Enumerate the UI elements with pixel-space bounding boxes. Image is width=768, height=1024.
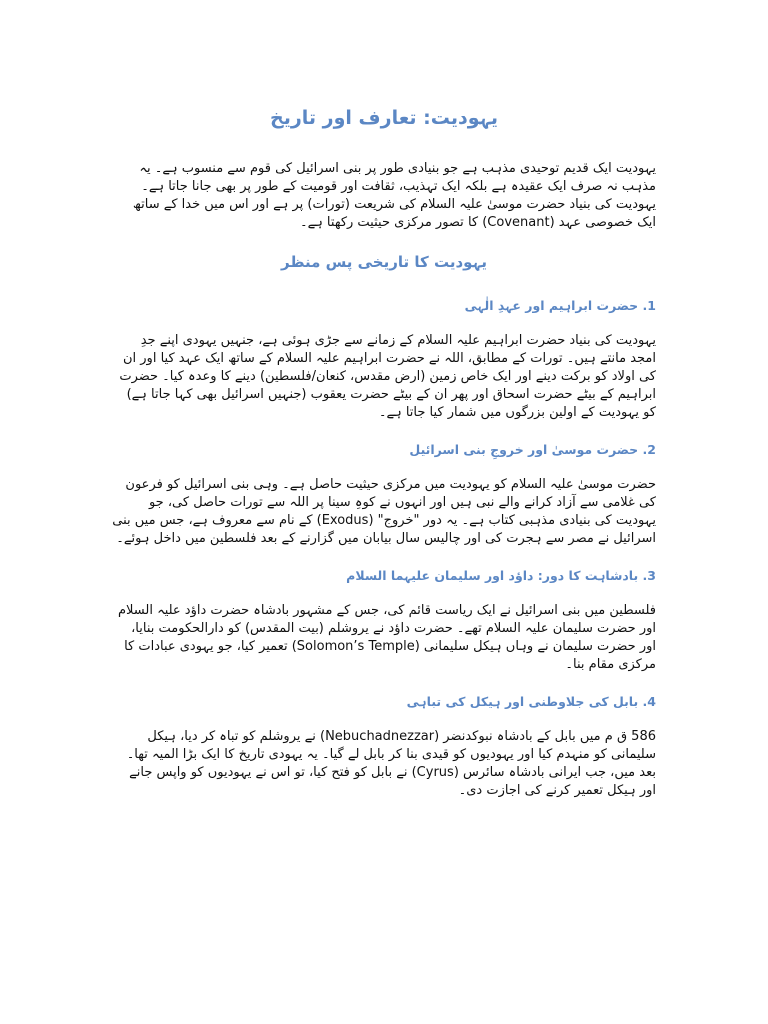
- section-heading: 2. حضرت موسیٰ اور خروجِ بنی اسرائیل: [409, 442, 656, 457]
- section-heading: 1. حضرت ابراہیم اور عہدِ الٰہی: [464, 298, 656, 313]
- section-abraham: [112, 296, 656, 422]
- section-paragraph: حضرت موسیٰ علیہ السلام کو یہودیت میں مرکزی حیثیت حاصل ہے۔ وہی بنی اسرائیل کو فرعون کی غلامی سے آزاد کرانے والے نبی ہیں اور انہوں نے کوہِ سینا پر اللہ سے تورات حاصل کی، جو یہودیت کی بنیادی مذہبی کتاب ہے۔ یہ دور "خروج" (Exodus) کے نام سے معروف ہے، جس میں بنی اسرائیل نے مصر سے ہجرت کی اور چالیس سال بیابان میں گزارنے کے بعد فلسطین میں داخل ہوئے۔: [112, 477, 656, 546]
- section-subtitle: یہودیت کا تاریخی پس منظر: [281, 253, 487, 271]
- document-title: یہودیت: تعارف اور تاریخ: [270, 107, 498, 129]
- section-paragraph: فلسطین میں بنی اسرائیل نے ایک ریاست قائم کی، جس کے مشہور بادشاہ حضرت داؤد علیہ السلام اور حضرت سلیمان علیہ السلام تھے۔ حضرت داؤد نے یروشلم (بیت المقدس) کو دارالحکومت بنایا، اور حضرت سلیمان نے وہاں ہیکل سلیمانی (Solomon’s Temple) تعمیر کیا، جو یہودی عبادات کا مرکزی مقام بنا۔: [117, 603, 656, 672]
- section-moses: [112, 440, 656, 548]
- document-page: [112, 102, 656, 818]
- section-babylon: [112, 692, 656, 800]
- section-heading: 3. بادشاہت کا دور: داؤد اور سلیمان علیہما السلام: [346, 568, 656, 583]
- intro-paragraph: یہودیت ایک قدیم توحیدی مذہب ہے جو بنیادی طور پر بنی اسرائیل کی قوم سے منسوب ہے۔ یہ مذہب نہ صرف ایک عقیدہ ہے بلکہ ایک تہذیب، ثقافت اور قومیت کے طور پر بھی جانا جاتا ہے۔ یہودیت کی بنیاد حضرت موسیٰ علیہ السلام کی شریعت (تورات) پر ہے اور اس میں خدا کے ساتھ ایک خصوصی عہد (Covenant) کا تصور مرکزی حیثیت رکھتا ہے۔: [132, 161, 656, 230]
- section-paragraph: یہودیت کی بنیاد حضرت ابراہیم علیہ السلام کے زمانے سے جڑی ہوئی ہے، جنہیں یہودی اپنے جدِ امجد مانتے ہیں۔ تورات کے مطابق، اللہ نے حضرت ابراہیم علیہ السلام کے ساتھ ایک عہد کیا اور ان کی اولاد کو برکت دینے اور ایک خاص زمین (ارض مقدس، کنعان/فلسطین) دینے کا وعدہ کیا۔ حضرت ابراہیم کے بیٹے حضرت اسحاق اور پھر ان کے بیٹے حضرت یعقوب (جنہیں اسرائیل بھی کہا جاتا ہے) کو یہودیت کے اولین بزرگوں میں شمار کیا جاتا ہے۔: [119, 333, 656, 420]
- section-paragraph: 586 ق م میں بابل کے بادشاہ نبوکدنضر (Nebuchadnezzar) نے یروشلم کو تباہ کر دیا، ہیکل سلیمانی کو منہدم کیا اور یہودیوں کو قیدی بنا کر بابل لے گیا۔ یہ یہودی تاریخ کا ایک بڑا المیہ تھا۔ بعد میں، جب ایرانی بادشاہ سائرس (Cyrus) نے بابل کو فتح کیا، تو اس نے یہودیوں کو واپس جانے اور ہیکل تعمیر کرنے کی اجازت دی۔: [126, 729, 656, 798]
- section-kingdom: [112, 566, 656, 674]
- section-heading: 4. بابل کی جلاوطنی اور ہیکل کی تباہی: [406, 694, 656, 709]
